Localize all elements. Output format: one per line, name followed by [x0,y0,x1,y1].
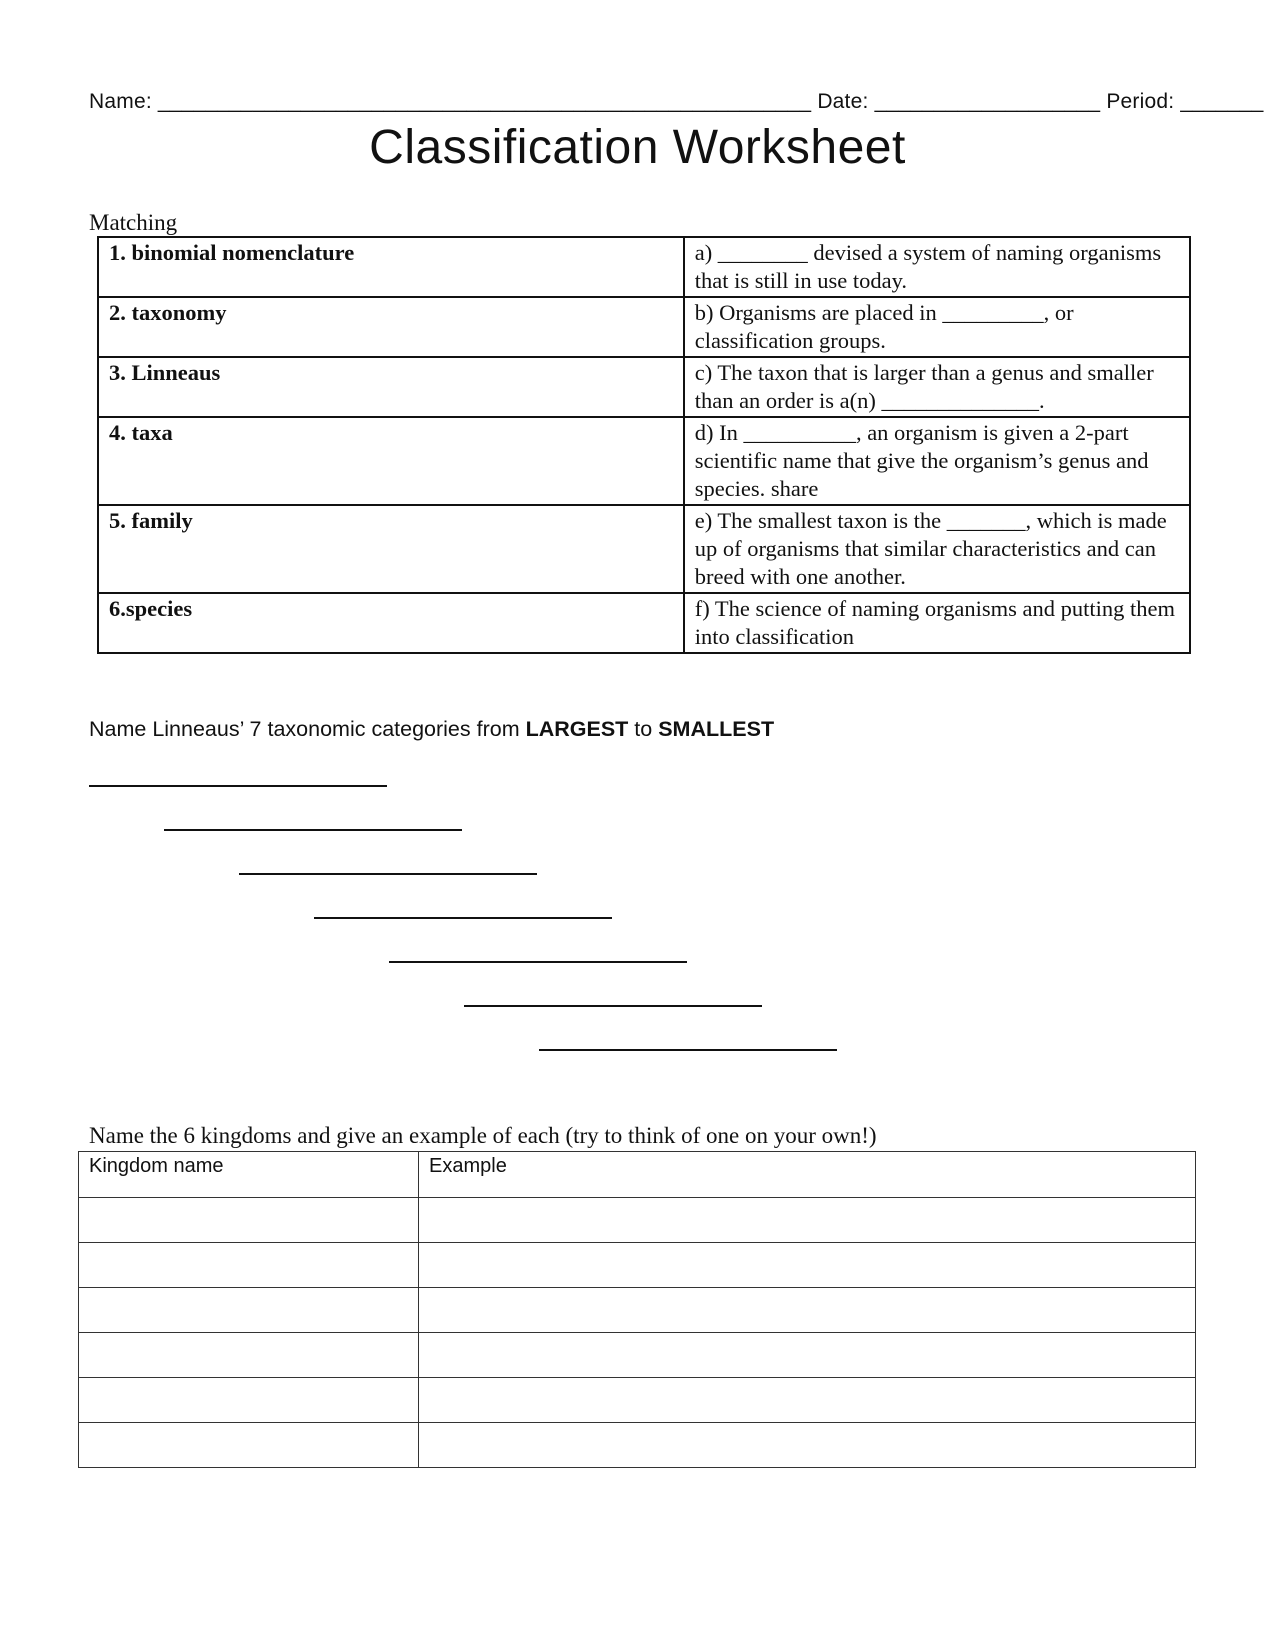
kingdom-table [78,1151,1196,1468]
kingdom-name-cell[interactable] [79,1378,419,1423]
matching-table [97,236,1191,654]
matching-term: 1. binomial nomenclature [98,237,684,297]
example-cell[interactable] [419,1378,1196,1423]
date-label: Date: [817,90,869,113]
category-answer-line-1[interactable] [89,785,387,787]
matching-definition: a) ________ devised a system of naming organisms that is still in use today. [684,237,1190,297]
smallest-label: SMALLEST [658,717,775,741]
matching-definition: b) Organisms are placed in _________, or classification groups. [684,297,1190,357]
kingdom-name-cell[interactable] [79,1423,419,1468]
matching-term: 6.species [98,593,684,653]
matching-row [98,417,1190,505]
matching-term: 3. Linneaus [98,357,684,417]
example-cell[interactable] [419,1288,1196,1333]
kingdoms-prompt: Name the 6 kingdoms and give an example of each (try to think of one on your own!) [89,1123,877,1148]
categories-prompt [89,717,774,742]
example-cell[interactable] [419,1333,1196,1378]
matching-definition: d) In __________, an organism is given a 2-part scientific name that give the organism’s genus and species. share [684,417,1190,505]
largest-label: LARGEST [525,717,629,741]
matching-term: 5. family [98,505,684,593]
kingdom-row [79,1333,1196,1378]
date-field[interactable]: ___________________ [874,90,1101,113]
matching-row [98,237,1190,297]
period-field[interactable]: _______ [1180,90,1264,113]
matching-definition: f) The science of naming organisms and putting them into classification [684,593,1190,653]
kingdom-name-cell[interactable] [79,1288,419,1333]
matching-heading: Matching [89,210,178,235]
categories-prompt-text: Name Linneaus’ 7 taxonomic categories from [89,717,526,741]
page-title: Classification Worksheet [369,121,906,174]
category-answer-line-7[interactable] [539,1049,837,1051]
matching-term: 4. taxa [98,417,684,505]
kingdom-row [79,1378,1196,1423]
to-label: to [628,717,659,741]
header-fields [89,90,1263,114]
name-label: Name: [89,90,152,113]
category-answer-line-6[interactable] [464,1005,762,1007]
matching-definition: c) The taxon that is larger than a genus and smaller than an order is a(n) ______________. [684,357,1190,417]
matching-row [98,505,1190,593]
matching-row [98,297,1190,357]
matching-row [98,593,1190,653]
example-cell[interactable] [419,1198,1196,1243]
kingdom-row [79,1423,1196,1468]
kingdom-name-cell[interactable] [79,1243,419,1288]
matching-definition: e) The smallest taxon is the _______, which is made up of organisms that similar characteristics and can breed with one another. [684,505,1190,593]
category-answer-line-2[interactable] [164,829,462,831]
example-header: Example [419,1152,1196,1198]
matching-row [98,357,1190,417]
matching-term: 2. taxonomy [98,297,684,357]
period-label: Period: [1106,90,1175,113]
example-cell[interactable] [419,1423,1196,1468]
kingdom-name-cell[interactable] [79,1198,419,1243]
example-cell[interactable] [419,1243,1196,1288]
kingdom-row [79,1198,1196,1243]
category-answer-line-5[interactable] [389,961,687,963]
category-answer-line-3[interactable] [239,873,537,875]
kingdom-name-cell[interactable] [79,1333,419,1378]
name-field[interactable]: _______________________________________________________ [157,90,812,113]
kingdom-name-header: Kingdom name [79,1152,419,1198]
category-answer-line-4[interactable] [314,917,612,919]
kingdom-header-row [79,1152,1196,1198]
kingdom-row [79,1288,1196,1333]
kingdom-row [79,1243,1196,1288]
